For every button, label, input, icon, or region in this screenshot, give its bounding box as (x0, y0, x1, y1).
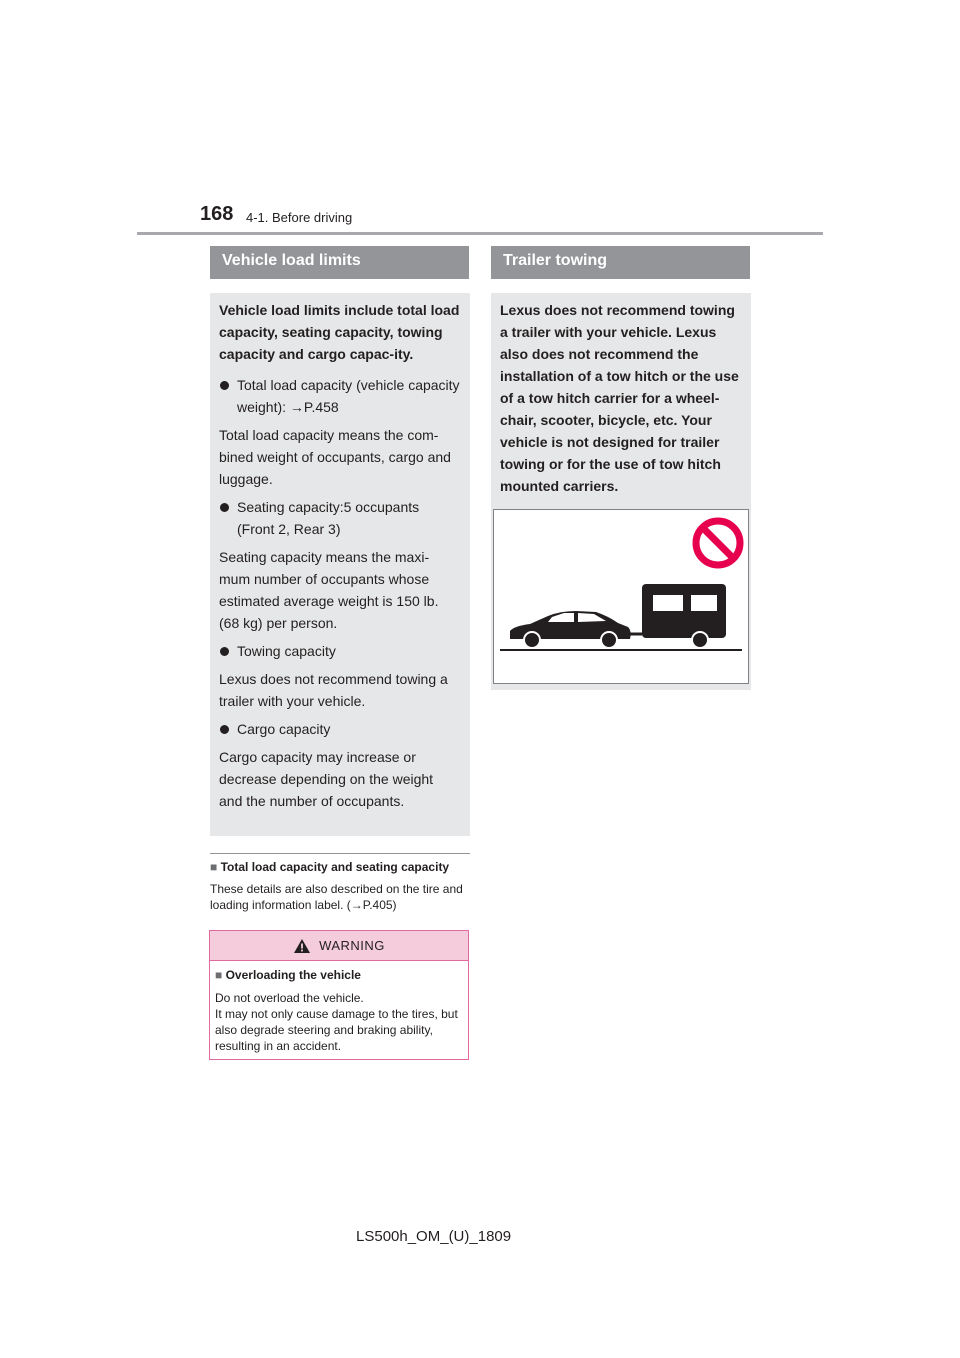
bullet-dot-icon (220, 725, 229, 734)
trailer-towing-box (491, 293, 751, 690)
heading-trailer-towing: Trailer towing (491, 246, 750, 279)
car-towing-trailer-illustration (494, 510, 748, 683)
bullet-label: Seating capacity:5 occupants (Front 2, Rear 3) (237, 499, 420, 537)
seating-text: Seating capacity means the maxi-mum number of occupants whose estimated average weight is 150 lb. (68 kg) per person. (219, 549, 439, 631)
note-heading (210, 853, 470, 874)
towing-text: Lexus does not recommend towing a trailer with your vehicle. (219, 671, 448, 709)
warning-label: WARNING (319, 938, 385, 953)
square-marker-icon: ■ (215, 968, 223, 982)
section-title: 4-1. Before driving (246, 210, 353, 225)
note-title: Total load capacity and seating capacity (220, 860, 450, 874)
bullet-label: Towing capacity (237, 643, 336, 659)
total-load-text: Total load capacity means the com-bined weight of occupants, cargo and luggage. (219, 427, 451, 487)
trailer-towing-intro: Lexus does not recommend towing a trailer with your vehicle. Lexus also does not recommend the installation of a tow hitch or the use of a tow hitch carrier for a wheel-chair, scooter, bicycle, etc. Your vehicle is not designed for trailer towing or for the use of tow hitch mounted carriers. (500, 302, 739, 494)
bullet-total-load (219, 374, 460, 418)
bullet-towing (219, 640, 460, 662)
warning-title-text: Overloading the vehicle (225, 968, 361, 982)
heading-vehicle-load-limits: Vehicle load limits (210, 246, 469, 279)
note-text: These details are also described on the tire and loading information label. (→P.405) (210, 882, 463, 912)
bullet-label: Total load capacity (vehicle capacity weight): →P.458 (237, 377, 460, 415)
warning-title (215, 966, 463, 984)
bullet-dot-icon (220, 647, 229, 656)
cargo-text: Cargo capacity may increase or decrease depending on the weight and the number of occupants. (219, 749, 434, 809)
page-number: 168 (200, 203, 234, 225)
no-towing-illustration (493, 509, 749, 684)
vehicle-load-intro: Vehicle load limits include total load capacity, seating capacity, towing capacity and cargo capac-ity. (219, 302, 460, 362)
prohibition-icon (696, 521, 740, 565)
bullet-seating (219, 496, 460, 540)
bullet-label: Cargo capacity (237, 721, 331, 737)
trailer-silhouette (642, 584, 726, 648)
warning-box (209, 930, 469, 1060)
document-code: LS500h_OM_(U)_1809 (356, 1228, 512, 1245)
warning-header (210, 931, 468, 961)
warning-triangle-icon (293, 938, 311, 954)
warning-body (210, 961, 468, 1059)
vehicle-load-limits-box (210, 293, 470, 836)
bullet-cargo (219, 718, 460, 740)
warning-line: Do not overload the vehicle. (215, 991, 364, 1005)
car-silhouette (510, 611, 631, 648)
square-marker-icon: ■ (210, 860, 218, 874)
header-rule (137, 232, 823, 235)
bullet-dot-icon (220, 503, 229, 512)
warning-line: It may not only cause damage to the tires, but also degrade steering and braking ability, resulting in an accident. (215, 1007, 458, 1053)
bullet-dot-icon (220, 381, 229, 390)
